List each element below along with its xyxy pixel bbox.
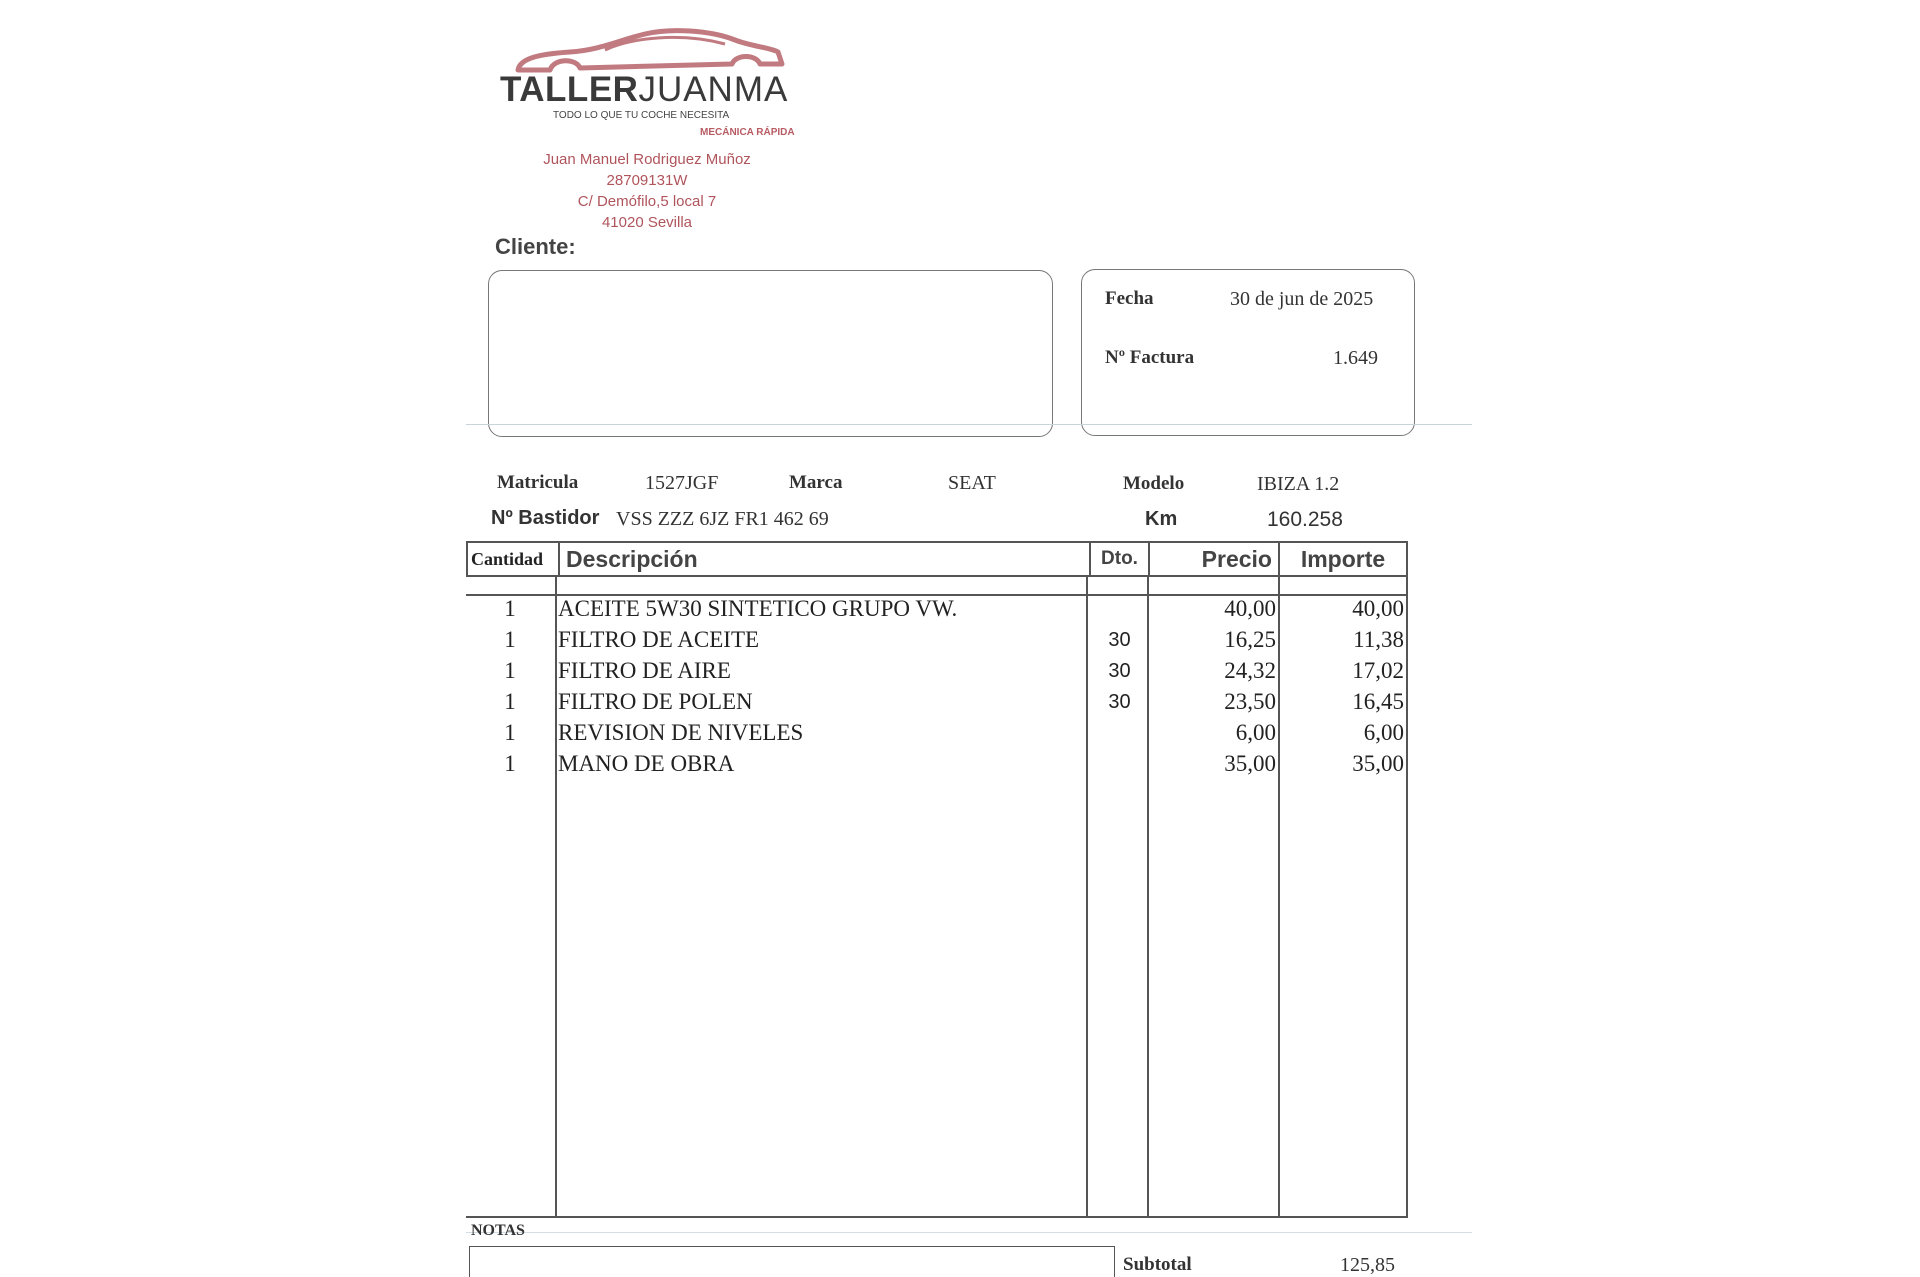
row-precio: 24,32	[1224, 658, 1276, 683]
cliente-label: Cliente:	[495, 234, 576, 259]
row-dto	[1089, 720, 1150, 722]
row-precio: 35,00	[1224, 751, 1276, 776]
col-line-5	[1406, 577, 1408, 1217]
bastidor-value: VSS ZZZ 6JZ FR1 462 69	[616, 508, 829, 530]
fecha-value: 30 de jun de 2025	[1230, 288, 1374, 310]
row-descripcion: MANO DE OBRA	[558, 751, 735, 776]
owner-name: Juan Manuel Rodriguez Muñoz	[543, 151, 751, 168]
row-dto: 30	[1108, 629, 1131, 651]
row-importe: 11,38	[1353, 627, 1404, 652]
owner-city: 41020 Sevilla	[601, 214, 693, 231]
row-cantidad: 1	[504, 627, 516, 652]
subtotal-value: 125,85	[1340, 1254, 1395, 1276]
row-importe: 40,00	[1352, 596, 1404, 621]
notas-box	[469, 1246, 1115, 1277]
row-importe: 16,45	[1352, 689, 1404, 714]
cliente-box	[488, 270, 1053, 437]
separator-line	[466, 424, 1472, 425]
row-dto	[1089, 751, 1150, 753]
owner-id: 28709131W	[606, 172, 688, 189]
row-cantidad: 1	[504, 751, 516, 776]
header-descripcion: Descripción	[558, 541, 1091, 577]
factura-label: Nº Factura	[1105, 347, 1195, 368]
matricula-label: Matricula	[497, 472, 579, 493]
row-descripcion: FILTRO DE ACEITE	[558, 627, 760, 652]
row-cantidad: 1	[504, 658, 516, 683]
row-cantidad: 1	[504, 720, 516, 745]
km-value: 160.258	[1267, 508, 1343, 531]
owner-address: C/ Demófilo,5 local 7	[577, 193, 717, 210]
modelo-label: Modelo	[1123, 473, 1185, 494]
row-precio: 23,50	[1224, 689, 1276, 714]
row-importe: 35,00	[1352, 751, 1404, 776]
row-dto	[1089, 596, 1150, 598]
car-logo-icon	[510, 22, 790, 77]
row-dto: 30	[1108, 660, 1131, 682]
header-cantidad: Cantidad	[466, 541, 560, 577]
header-importe: Importe	[1278, 541, 1408, 577]
factura-value: 1.649	[1333, 347, 1378, 369]
km-label: Km	[1145, 508, 1178, 530]
notas-label: NOTAS	[471, 1222, 525, 1239]
bastidor-label: Nº Bastidor	[491, 507, 600, 529]
row-descripcion: FILTRO DE AIRE	[558, 658, 731, 683]
brand-logo-text: TALLERJUANMA	[500, 70, 789, 109]
row-cantidad: 1	[504, 689, 516, 714]
header-precio: Precio	[1148, 541, 1280, 577]
subtotal-label: Subtotal	[1123, 1254, 1192, 1275]
row-importe: 17,02	[1352, 658, 1404, 683]
row-descripcion: FILTRO DE POLEN	[558, 689, 753, 714]
marca-label: Marca	[789, 472, 843, 493]
row-importe: 6,00	[1363, 720, 1404, 745]
col-line-2	[1086, 577, 1088, 1217]
brand-subtagline: MECÁNICA RÁPIDA	[700, 127, 795, 138]
row-precio: 6,00	[1235, 720, 1276, 745]
brand-tagline: TODO LO QUE TU COCHE NECESITA	[553, 110, 730, 121]
col-line-1	[555, 577, 557, 1217]
footer-separator	[466, 1232, 1472, 1233]
marca-value: SEAT	[948, 472, 996, 494]
fecha-label: Fecha	[1105, 288, 1154, 309]
modelo-value: IBIZA 1.2	[1257, 473, 1340, 495]
matricula-value: 1527JGF	[645, 472, 719, 494]
row-cantidad: 1	[504, 596, 516, 621]
header-dto: Dto.	[1089, 541, 1150, 577]
row-precio: 16,25	[1224, 627, 1276, 652]
row-dto: 30	[1108, 691, 1131, 713]
table-body-bottom-line	[466, 1216, 1408, 1218]
row-descripcion: REVISION DE NIVELES	[558, 720, 804, 745]
row-precio: 40,00	[1224, 596, 1276, 621]
row-descripcion: ACEITE 5W30 SINTETICO GRUPO VW.	[558, 596, 958, 621]
